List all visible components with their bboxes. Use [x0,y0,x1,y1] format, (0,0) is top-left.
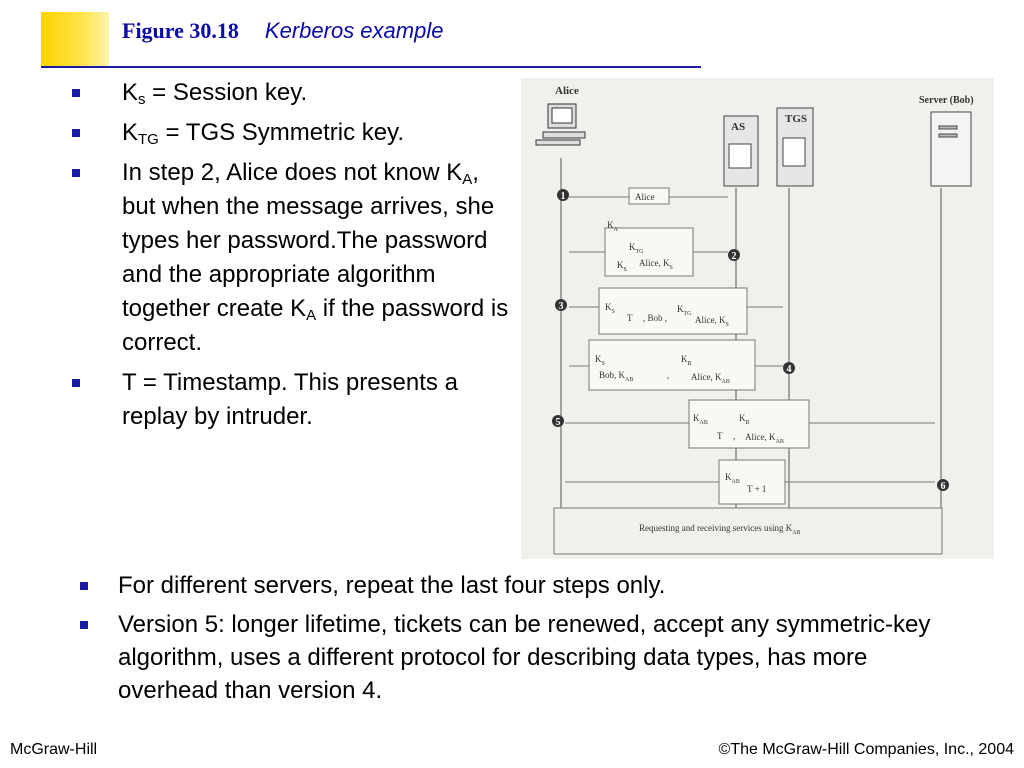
footer-copyright: ©The McGraw-Hill Companies, Inc., 2004 [718,741,1014,758]
svg-text:KS: $K_S$ [595,354,605,367]
bullet-marker [72,379,80,387]
svg-text:,: , [667,370,670,380]
alice-computer-icon [536,104,585,145]
bullet-step-2: In step 2, Alice does not know $K_A$, but when the message arrives, she types her password.The password and the appropriate algorithm together create $K_A$ if the password is correct. [72,156,512,360]
svg-text:Alice: Alice [635,192,655,202]
bob-server-icon [931,112,971,186]
svg-text:KB: $K_B$ [739,413,750,426]
bullet-marker [72,169,80,177]
bullet-marker [72,129,80,137]
bullet-timestamp: T = Timestamp. This presents a replay by intruder. [72,366,512,434]
message-box-6 [719,460,785,504]
svg-text:KAB: $K_{AB}$ [693,413,708,426]
title-underline [41,66,701,68]
step-number: 3 [558,301,564,312]
svg-text:KA: $K_A$ [607,220,618,233]
step-number: 4 [786,364,792,375]
step-number: 5 [555,417,561,428]
bullet-different-servers: For different servers, repeat the last four steps only. [80,569,960,602]
svg-text:Alice, KAB: Alice, $K_{AB}$ [691,372,730,385]
bullet-marker [72,89,80,97]
svg-text:KTG: $K_{TG}$ [629,242,644,255]
bullet-tgs-key: $K_{TG}$ = TGS Symmetric key. [72,116,512,150]
service-footer-label: Requesting and receiving services using $K_{AB}$ [639,523,801,536]
step-number: 6 [940,481,946,492]
kerberos-diagram [521,78,994,559]
tgs-label: TGS [785,113,808,125]
svg-text:KB: $K_B$ [681,354,692,367]
svg-text:KTG: $K_{TG}$ [677,304,692,317]
svg-text:Alice, KS: Alice, $K_S$ [695,315,729,328]
svg-text:T: T [717,431,723,441]
svg-text:Alice, KAB: Alice, $K_{AB}$ [745,432,784,445]
figure-number: Figure 30.18 [122,18,239,43]
svg-text:Bob, KAB: Bob, $K_{AB}$ [599,370,634,383]
bottom-bullet-list [80,569,960,713]
step-number: 2 [731,251,737,262]
bullet-version-5: Version 5: longer lifetime, tickets can be renewed, accept any symmetric-key algorithm, uses a different protocol for describing data types, has more overhead than version 4. [80,608,960,707]
message-box-4 [589,340,755,390]
left-bullet-list [72,76,512,440]
bullet-marker [80,582,88,590]
svg-text:,: , [733,431,736,441]
svg-text:T + 1: T + 1 [747,484,767,494]
svg-text:, Bob ,: , Bob , [643,313,668,323]
footer-publisher: McGraw-Hill [10,741,98,758]
bullet-session-key: $K_s$ = Session key. [72,76,512,110]
server-label: Server (Bob) [919,95,974,106]
svg-text:KAB: $K_{AB}$ [725,472,740,485]
title-accent-bar [41,12,109,66]
svg-text:Alice, KS: Alice, $K_S$ [639,258,673,271]
bullet-marker [80,621,88,629]
svg-text:T: T [627,313,633,323]
figure-caption: Kerberos example [264,18,444,43]
svg-text:KS: $K_S$ [617,260,627,273]
slide-title [122,18,443,44]
as-label: AS [731,121,746,133]
kerberos-diagram-svg [521,78,994,559]
alice-label: Alice [555,85,579,97]
step-number: 1 [560,191,566,202]
svg-text:KS: $K_S$ [605,302,615,315]
